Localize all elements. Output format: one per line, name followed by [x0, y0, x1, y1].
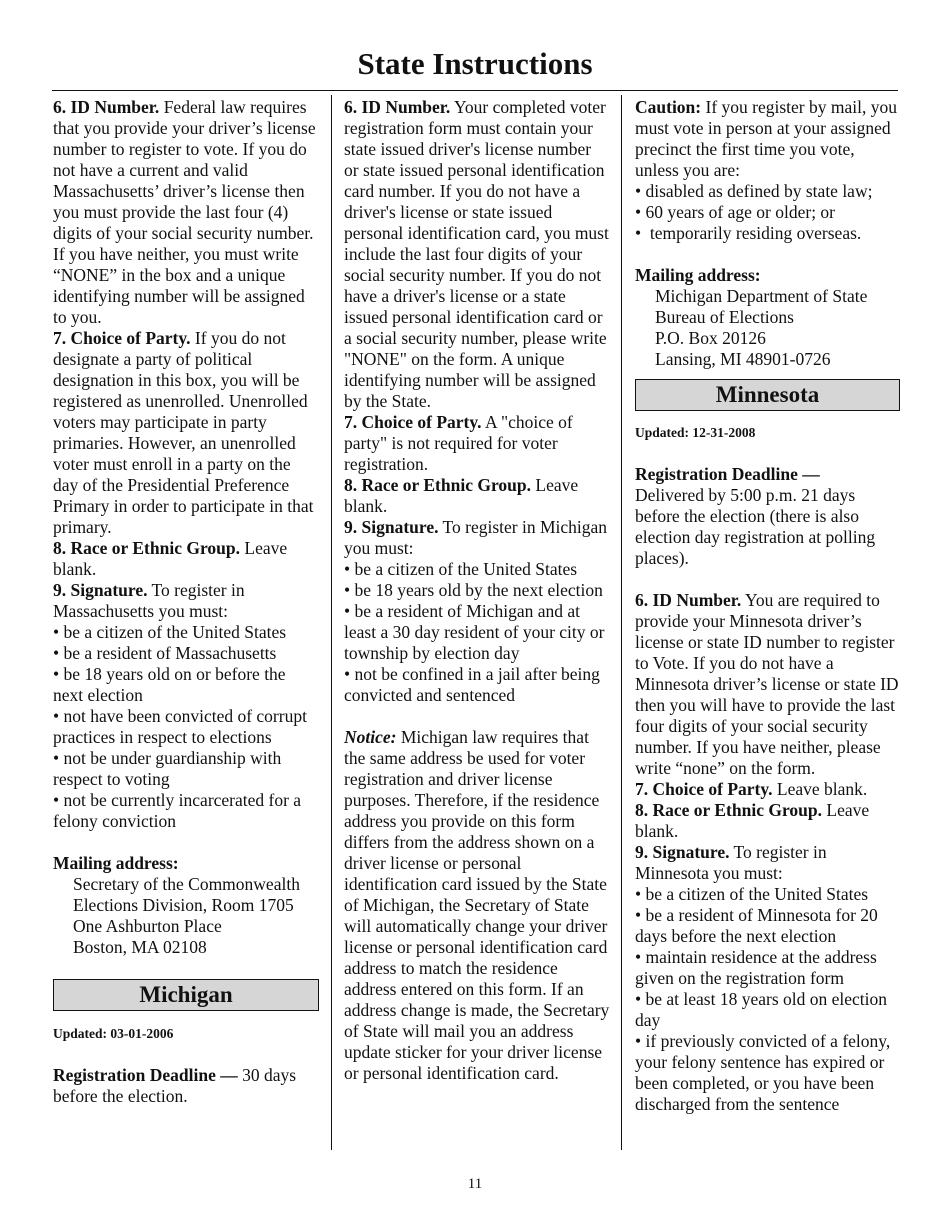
choice-of-party-label: 7. Choice of Party.: [53, 328, 191, 348]
requirement-item: • be at least 18 years old on election day: [635, 989, 888, 1030]
requirement-item: • be a resident of Michigan and at least a 30 day resident of your city or township by election day: [344, 601, 605, 663]
caution-text: If you register by mail, you must vote in person at your assigned precinct the first time you vote, unless you are:: [635, 97, 897, 180]
race-section: [635, 800, 900, 842]
requirement-item: • be a resident of Minnesota for 20 days before the next election: [635, 905, 878, 946]
choice-of-party-text: A "choice of party" is not required for voter registration.: [344, 412, 573, 474]
title-rule: [52, 90, 898, 91]
requirement-item: • maintain residence at the address given on the registration form: [635, 947, 877, 988]
address-line: Elections Division, Room 1705: [73, 895, 294, 915]
state-heading-minnesota: Minnesota: [635, 379, 900, 411]
requirement-item: • be a resident of Massachusetts: [53, 643, 277, 663]
caution-label: Caution:: [635, 97, 702, 117]
requirement-item: • be a citizen of the United States: [344, 559, 578, 579]
id-number-label: 6. ID Number.: [344, 97, 451, 117]
deadline-text: 30 days before the election.: [53, 1065, 297, 1106]
signature-text: To register in Minnesota you must:: [635, 842, 827, 883]
race-text: Leave blank.: [53, 538, 288, 579]
signature-text: To register in Michigan you must:: [344, 517, 608, 558]
id-number-text: Federal law requires that you provide your driver’s license number to register to vote. If you do not have a current and valid Massachusetts’ driver’s license then you must provide the last four (4) digits of your social security number. If you have neither, you must write “NONE” in the box and a unique identifying number will be assigned to you.: [53, 97, 316, 327]
caution-section: [635, 97, 900, 181]
id-number-text: Your completed voter registration form must contain your state issued driver's license number or state issued personal identification card number. If you do not have a driver's license or state issued personal identification card, you must include the last four digits of your social security number. If you do not have a driver's license or a state issued personal identification card or a social security number, please write "NONE" on the form. A unique identifying number will be assigned by the State.: [344, 97, 609, 411]
choice-of-party-section: [635, 779, 900, 800]
updated-date: Updated: 12-31-2008: [635, 425, 756, 440]
column-michigan: [344, 97, 610, 1084]
requirement-item: • if previously convicted of a felony, your felony sentence has expired or been completed, or you have been discharged from the sentence: [635, 1031, 891, 1114]
requirement-item: • be a citizen of the United States: [53, 622, 287, 642]
caution-item: • 60 years of age or older; or: [635, 202, 836, 222]
race-text: Leave blank.: [635, 800, 870, 841]
choice-of-party-text: Leave blank.: [772, 779, 868, 799]
choice-of-party-label: 7. Choice of Party.: [635, 779, 773, 799]
notice-text: Michigan law requires that the same address be used for voter registration and driver license purposes. Therefore, if the residence address you provide on this form differs from the address shown on a driver license or personal identification card issued by the State of Michigan, the Secretary of State will automatically change your driver license or personal identification card address to match the residence address entered on this form. If an address change is made, the Secretary of State will mail you an address update sticker for your driver license or personal identification card.: [344, 727, 610, 1083]
race-label: 8. Race or Ethnic Group.: [635, 800, 822, 820]
requirement-item: • not have been convicted of corrupt practices in respect to elections: [53, 706, 307, 747]
signature-section: [344, 517, 610, 559]
signature-label: 9. Signature.: [53, 580, 148, 600]
race-label: 8. Race or Ethnic Group.: [53, 538, 240, 558]
choice-of-party-label: 7. Choice of Party.: [344, 412, 482, 432]
id-number-section: [53, 97, 319, 328]
registration-deadline: [53, 1065, 319, 1107]
signature-text: To register in Massachusetts you must:: [53, 580, 245, 621]
column-divider-2: [621, 95, 622, 1150]
requirement-item: • not be currently incarcerated for a felony conviction: [53, 790, 302, 831]
id-number-label: 6. ID Number.: [53, 97, 160, 117]
requirement-item: • be a citizen of the United States: [635, 884, 869, 904]
page-title: State Instructions: [357, 46, 593, 81]
notice-label: Notice:: [344, 727, 397, 747]
column-divider-1: [331, 95, 332, 1150]
address-line: One Ashburton Place: [73, 916, 222, 936]
mailing-address-label: Mailing address:: [53, 853, 179, 873]
caution-item: • temporarily residing overseas.: [635, 223, 862, 243]
requirement-item: • not be confined in a jail after being convicted and sentenced: [344, 664, 600, 705]
address-line: P.O. Box 20126: [655, 328, 766, 348]
column-massachusetts: [53, 97, 319, 1107]
deadline-label: Registration Deadline —: [53, 1065, 238, 1085]
column-minnesota: [635, 97, 900, 1115]
address-line: Lansing, MI 48901-0726: [655, 349, 831, 369]
race-section: [53, 538, 319, 580]
address-line: Boston, MA 02108: [73, 937, 207, 957]
race-text: Leave blank.: [344, 475, 579, 516]
address-line: Secretary of the Commonwealth: [73, 874, 300, 894]
caution-item: • disabled as defined by state law;: [635, 181, 873, 201]
id-number-label: 6. ID Number.: [635, 590, 742, 610]
signature-section: [53, 580, 319, 622]
signature-section: [635, 842, 900, 884]
requirement-item: • be 18 years old by the next election: [344, 580, 603, 600]
race-label: 8. Race or Ethnic Group.: [344, 475, 531, 495]
requirement-item: • not be under guardianship with respect to voting: [53, 748, 282, 789]
choice-of-party-section: [53, 328, 319, 538]
page-number: 11: [467, 1176, 483, 1192]
notice-section: [344, 727, 610, 1084]
choice-of-party-text: If you do not designate a party of political designation in this box, you will be registered as unenrolled. Unenrolled voters may participate in party primaries. However, an unenrolled voter must enroll in a party on the day of the Presidential Preference Primary in order to participate in that primary.: [53, 328, 314, 537]
choice-of-party-section: [344, 412, 610, 475]
id-number-text: You are required to provide your Minnesota driver’s license or state ID number to register to Vote. If you do not have a Minnesota driver’s license or state ID then you will have to provide the last four digits of your social security number. If you have neither, please write “none” on the form.: [635, 590, 899, 778]
id-number-section: [635, 590, 900, 779]
updated-date: Updated: 03-01-2006: [53, 1026, 174, 1041]
address-line: Michigan Department of State: [655, 286, 868, 306]
id-number-section: [344, 97, 610, 412]
deadline-text: Delivered by 5:00 p.m. 21 days before the election (there is also election day registration at polling places).: [635, 485, 876, 568]
deadline-label: Registration Deadline —: [635, 464, 820, 484]
address-line: Bureau of Elections: [655, 307, 794, 327]
race-section: [344, 475, 610, 517]
signature-label: 9. Signature.: [344, 517, 439, 537]
requirement-item: • be 18 years old on or before the next election: [53, 664, 286, 705]
signature-label: 9. Signature.: [635, 842, 730, 862]
mailing-address-label: Mailing address:: [635, 265, 761, 285]
state-heading-michigan: Michigan: [53, 979, 319, 1011]
